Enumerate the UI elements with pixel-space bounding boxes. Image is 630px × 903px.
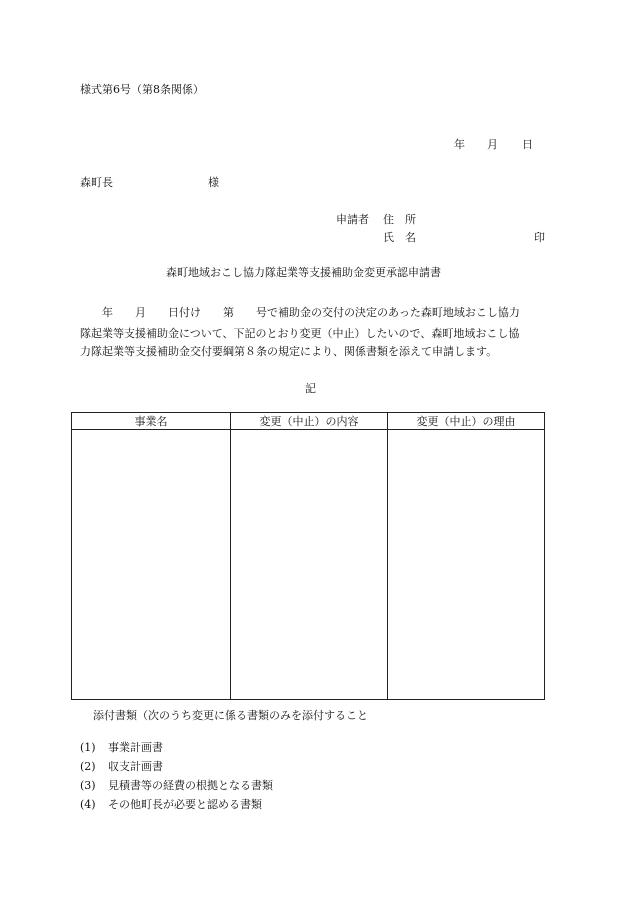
attachment-number: (1) — [80, 741, 96, 754]
date-month-label: 月 — [487, 138, 498, 151]
attachment-text: その他町長が必要と認める書類 — [108, 798, 262, 811]
applicant-label: 申請者 — [336, 213, 369, 226]
attachment-item — [80, 798, 262, 812]
header-change-content: 変更（中止）の内容 — [231, 413, 388, 430]
attachment-item — [80, 779, 273, 793]
attachment-text: 見積書等の経費の根拠となる書類 — [108, 779, 273, 792]
attachment-item — [80, 760, 163, 774]
body-line-2: 隊起業等支援補助金について、下記のとおり変更（中止）したいので、森町地域おこし協 — [80, 327, 520, 340]
body-line-3: 力隊起業等支援補助金交付要綱第８条の規定により、関係書類を添えて申請します。 — [80, 345, 498, 358]
body-line-1: 年 月 日付け 第 号で補助金の交付の決定のあった森町地域おこし協力 — [102, 306, 520, 319]
cell-project-name[interactable] — [72, 430, 231, 700]
addressee-name: 森町長 — [80, 176, 113, 189]
attachment-text: 収支計画書 — [108, 760, 163, 773]
attachments-heading: 添付書類（次のうち変更に係る書類のみを添付すること — [93, 709, 368, 722]
addressee-honorific: 様 — [208, 176, 219, 189]
ki-heading: 記 — [305, 382, 316, 395]
attachment-number: (2) — [80, 760, 96, 773]
header-project-name: 事業名 — [72, 413, 231, 430]
attachment-text: 事業計画書 — [108, 741, 163, 754]
seal-mark: 印 — [534, 231, 545, 244]
form-number: 様式第6号（第8条関係） — [80, 83, 204, 96]
date-year-label: 年 — [454, 138, 465, 151]
cell-change-content[interactable] — [231, 430, 388, 700]
applicant-name-label: 氏 名 — [383, 231, 416, 244]
date-day-label: 日 — [522, 138, 533, 151]
header-change-reason: 変更（中止）の理由 — [388, 413, 545, 430]
applicant-address-label: 住 所 — [383, 213, 416, 226]
change-table — [71, 412, 545, 700]
document-title: 森町地域おこし協力隊起業等支援補助金変更承認申請書 — [166, 266, 441, 279]
attachment-item — [80, 741, 163, 755]
cell-change-reason[interactable] — [388, 430, 545, 700]
attachment-number: (4) — [80, 798, 96, 811]
attachment-number: (3) — [80, 779, 96, 792]
